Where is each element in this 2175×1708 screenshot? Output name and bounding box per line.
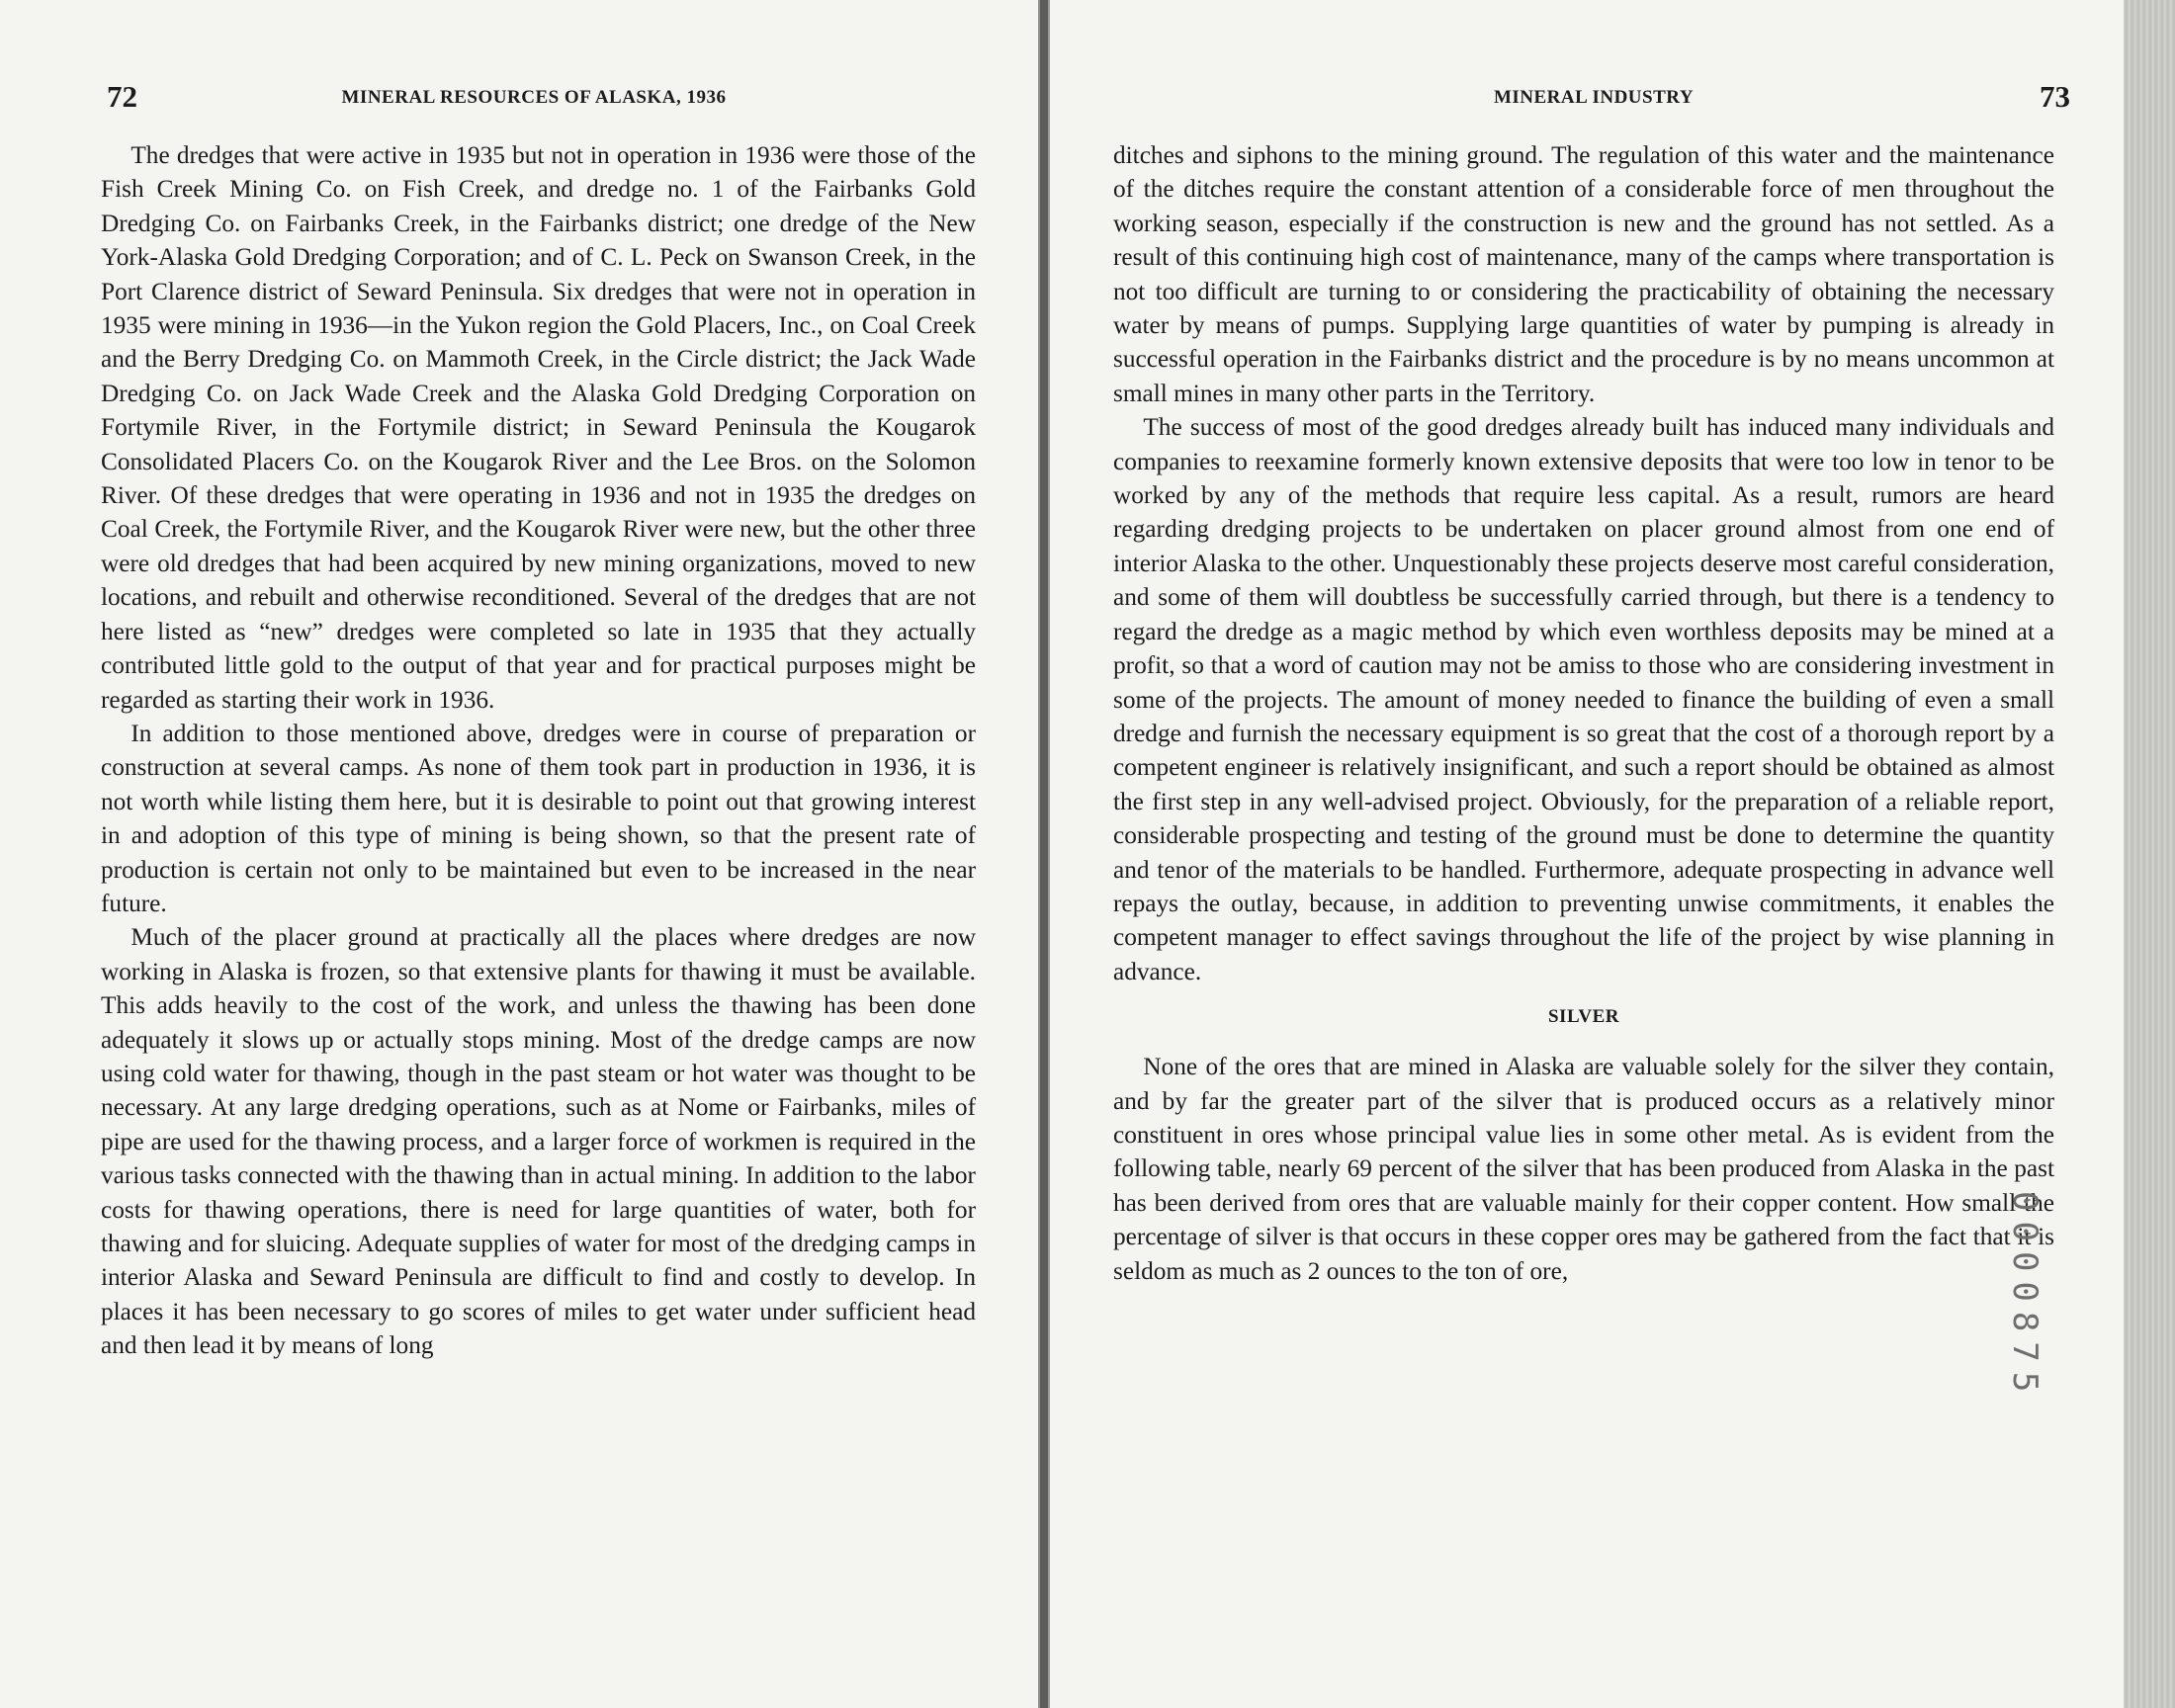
paragraph: In addition to those mentioned above, dredges were in course of preparation or construction at several camps. As none of them took part in production in 1936, it is not worth while listing them here, but it is desirable to point out that growing interest in and adoption of this type of mining is being shown, so that the present rate of production is certain not only to be maintained but even to be increased in the near future. <box>101 719 976 917</box>
running-head: MINERAL RESOURCES OF ALASKA, 1936 <box>341 87 727 108</box>
left-page-body <box>101 138 976 1363</box>
running-head: MINERAL INDUSTRY <box>1493 87 1695 108</box>
paragraph: The success of most of the good dredges already built has induced many individuals and companies to reexamine formerly known extensive deposits that were too low in tenor to be worked by any of the methods that require less capital. As a result, rumors are heard regarding dredging projects to be undertaken on placer ground almost from one end of interior Alaska to the other. Unquestionably these projects deserve most careful consideration, and some of them will doubtless be successfully carried through, but there is a tendency to regard the dredge as a magic method by which even worthless deposits may be mined at a profit, so that a word of caution may not be amiss to those who are considering investment in some of the projects. The amount of money needed to finance the building of even a small dredge and furnish the necessary equipment is so great that the cost of a thorough report by a competent engineer is relatively insignificant, and such a report should be obtained as almost the first step in any well-advised project. Obviously, for the preparation of a reliable report, considerable prospecting and testing of the ground must be done to determine the quantity and tenor of the materials to be handled. Furthermore, adequate prospecting in advance well repays the outlay, because, in addition to preventing unwise commitments, it enables the competent manager to effect savings throughout the life of the project by wise planning in advance. <box>1113 413 2054 985</box>
left-page-header <box>99 77 969 117</box>
book-gutter <box>1040 0 1048 1708</box>
paragraph: The dredges that were active in 1935 but not in operation in 1936 were those of the Fish Creek Mining Co. on Fish Creek, and dredge no. 1 of the Fairbanks Gold Dredging Co. on Fairbanks Creek, in the Fairbanks district; one dredge of the New York-Alaska Gold Dredging Corporation; and of C. L. Peck on Swanson Creek, in the Port Clarence district of Seward Peninsula. Six dredges that were not in operation in 1935 were mining in 1936—in the Yukon region the Gold Placers, Inc., on Coal Creek and the Berry Dredging Co. on Mammoth Creek, in the Circle district; the Jack Wade Dredging Co. on Jack Wade Creek and the Alaska Gold Dredging Corporation on Fortymile River, in the Fortymile district; in Seward Peninsula the Kougarok Consolidated Placers Co. on the Kougarok River and the Lee Bros. on the Solomon River. Of these dredges that were operating in 1936 and not in 1935 the dredges on Coal Creek, the Fortymile River, and the Kougarok River were new, but the other three were old dredges that had been acquired by new mining organizations, moved to new locations, and rebuilt and otherwise reconditioned. Several of the dredges that are not here listed as “new” dredges were completed so late in 1935 that they actually contributed little gold to the output of that year and for practical purposes might be regarded as starting their work in 1936. <box>101 141 976 714</box>
page-number: 72 <box>107 79 137 114</box>
right-page-body <box>1113 138 2054 1288</box>
paragraph: Much of the placer ground at practically all the places where dredges are now working in Alaska is frozen, so that extensive plants for thawing it must be available. This adds heavily to the cost of the work, and unless the thawing has been done adequately it slows up or actually stops mining. Most of the dredge camps are now using cold water for thawing, though in the past steam or hot water was thought to be necessary. At any large dredging operations, such as at Nome or Fairbanks, miles of pipe are used for the thawing process, and a larger force of workmen is required in the various tasks connected with the thawing than in actual mining. In addition to the labor costs for thawing operations, there is need for large quantities of water, both for thawing and for sluicing. Adequate supplies of water for most of the dredging camps in interior Alaska and Seward Peninsula are difficult to find and costly to develop. In places it has been necessary to go scores of miles to get water under sufficient head and then lead it by means of long <box>101 923 976 1360</box>
right-page-header <box>1109 77 2078 117</box>
right-page <box>1048 0 2124 1708</box>
paragraph: None of the ores that are mined in Alaska are valuable solely for the silver they contain, and by far the greater part of the silver that is produced occurs as a relatively minor constituent in ores whose principal value lies in some other metal. As is evident from the following table, nearly 69 percent of the silver that has been produced from Alaska in the past has been derived from ores that are valuable mainly for their copper content. How small the percentage of silver is that occurs in these copper ores may be gathered from the fact that it is seldom as much as 2 ounces to the ton of ore, <box>1113 1053 2054 1285</box>
section-heading: SILVER <box>1547 1006 1619 1028</box>
page-number: 73 <box>2040 79 2070 114</box>
left-page <box>0 0 1040 1708</box>
paragraph: ditches and siphons to the mining ground. The regulation of this water and the maintenance of the ditches require the constant attention of a considerable force of men throughout the working season, especially if the construction is new and the ground has not settled. As a result of this continuing high cost of maintenance, many of the camps where transportation is not too difficult are turning to or considering the practicability of obtaining the necessary water by means of pumps. Supplying large quantities of water by pumping is already in successful operation in the Fairbanks district and the procedure is by no means uncommon at small mines in many other parts in the Territory. <box>1113 141 2054 407</box>
page-edge <box>2124 0 2175 1708</box>
archive-stamp-number: 0000875 <box>2005 1191 2044 1403</box>
